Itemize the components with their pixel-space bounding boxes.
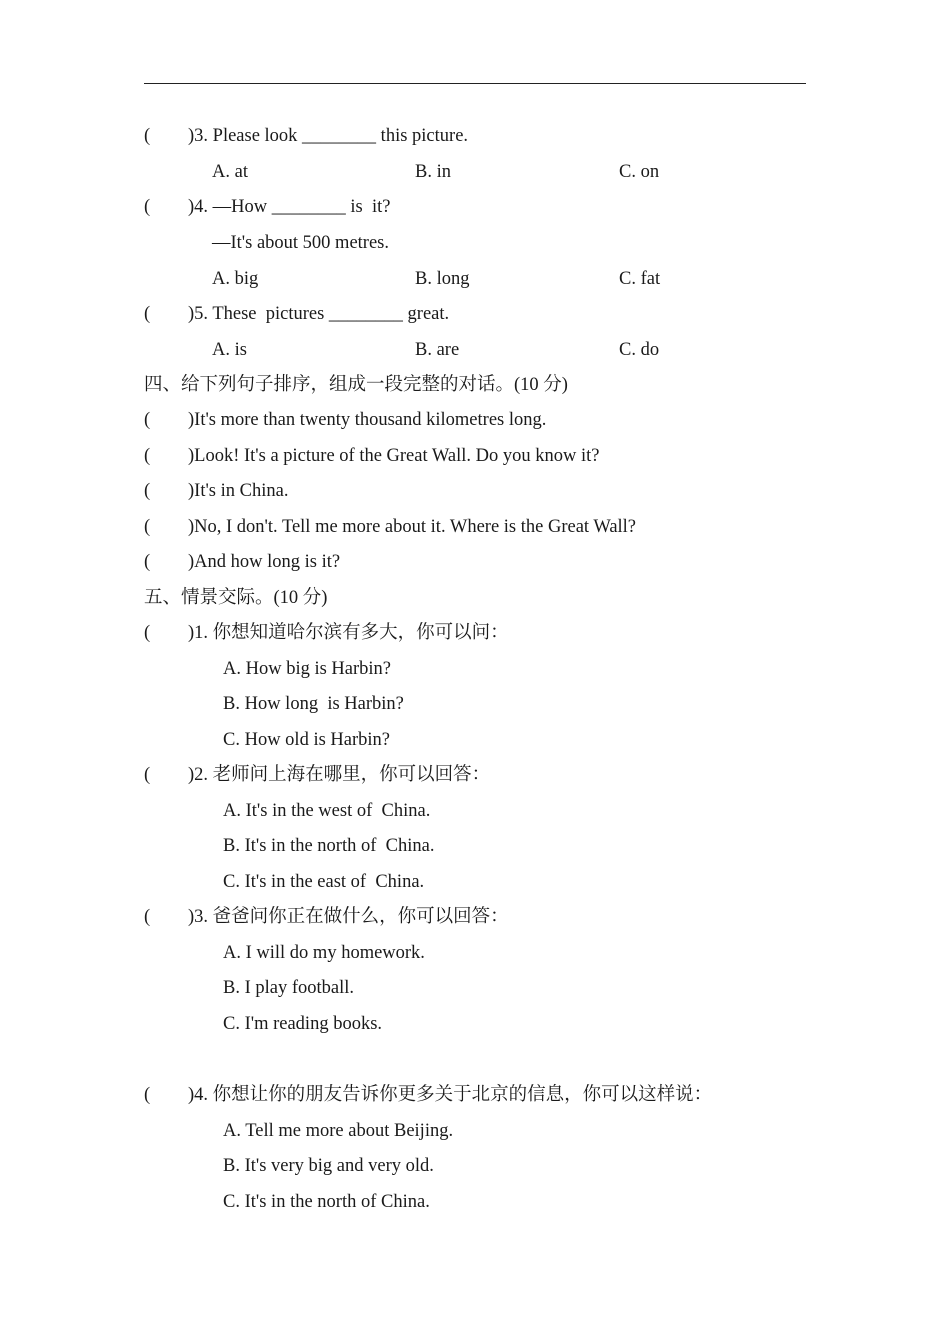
option-c: C. It's in the east of China. xyxy=(223,872,425,892)
question-text: )3. Please look ________ this picture. xyxy=(188,126,469,146)
option-b: B. How long is Harbin? xyxy=(223,694,404,714)
header-rule xyxy=(144,83,806,84)
question-4 xyxy=(144,194,391,220)
question-text: )4. —How ________ is it? xyxy=(188,197,391,217)
situation-question-3 xyxy=(144,904,509,930)
answer-paren[interactable]: ( xyxy=(144,623,151,643)
option-a: A. I will do my homework. xyxy=(223,943,425,963)
option-a: A. at xyxy=(212,162,248,182)
option-b: B. I play football. xyxy=(223,978,355,998)
ordering-sentence xyxy=(144,549,341,575)
sentence-text: )And how long is it? xyxy=(188,552,341,572)
answer-paren[interactable]: ( xyxy=(144,197,151,217)
option-b: B. It's very big and very old. xyxy=(223,1156,434,1176)
option-a: A. Tell me more about Beijing. xyxy=(223,1121,454,1141)
sentence-text: )No, I don't. Tell me more about it. Where is the Great Wall? xyxy=(188,517,637,537)
option-b: B. in xyxy=(415,162,451,182)
sentence-text: )Look! It's a picture of the Great Wall. Do you know it? xyxy=(188,446,600,466)
question-text: )5. These pictures ________ great. xyxy=(188,304,450,324)
option-a: A. big xyxy=(212,269,259,289)
dialogue-answer: —It's about 500 metres. xyxy=(212,233,389,253)
answer-paren[interactable]: ( xyxy=(144,1085,151,1105)
sentence-text: )It's in China. xyxy=(188,481,289,501)
option-b: B. It's in the north of China. xyxy=(223,836,435,856)
option-b: B. long xyxy=(415,269,470,289)
section-heading-5: 五、情景交际。(10 分) xyxy=(144,588,328,608)
option-a: A. It's in the west of China. xyxy=(223,801,431,821)
option-c: C. fat xyxy=(619,269,661,289)
ordering-sentence xyxy=(144,478,289,504)
option-c: C. on xyxy=(619,162,660,182)
answer-paren[interactable]: ( xyxy=(144,517,151,537)
option-c: C. How old is Harbin? xyxy=(223,730,390,750)
answer-paren[interactable]: ( xyxy=(144,552,151,572)
situation-question-4 xyxy=(144,1082,713,1108)
answer-paren[interactable]: ( xyxy=(144,446,151,466)
option-c: C. I'm reading books. xyxy=(223,1014,383,1034)
situation-question-1 xyxy=(144,620,509,646)
question-text: )3. 爸爸问你正在做什么，你可以回答： xyxy=(188,907,509,927)
answer-paren[interactable]: ( xyxy=(144,126,151,146)
situation-question-2 xyxy=(144,762,491,788)
option-b: B. are xyxy=(415,340,460,360)
ordering-sentence xyxy=(144,407,547,433)
ordering-sentence xyxy=(144,514,637,540)
question-text: )4. 你想让你的朋友告诉你更多关于北京的信息，你可以这样说： xyxy=(188,1085,713,1105)
option-c: C. It's in the north of China. xyxy=(223,1192,430,1212)
option-a: A. is xyxy=(212,340,247,360)
answer-paren[interactable]: ( xyxy=(144,907,151,927)
ordering-sentence xyxy=(144,443,600,469)
option-c: C. do xyxy=(619,340,660,360)
question-3 xyxy=(144,123,469,149)
answer-paren[interactable]: ( xyxy=(144,410,151,430)
question-text: )2. 老师问上海在哪里，你可以回答： xyxy=(188,765,491,785)
section-heading-4: 四、给下列句子排序，组成一段完整的对话。(10 分) xyxy=(144,375,568,395)
sentence-text: )It's more than twenty thousand kilometres long. xyxy=(188,410,547,430)
answer-paren[interactable]: ( xyxy=(144,304,151,324)
answer-paren[interactable]: ( xyxy=(144,765,151,785)
option-a: A. How big is Harbin? xyxy=(223,659,392,679)
question-text: )1. 你想知道哈尔滨有多大，你可以问： xyxy=(188,623,509,643)
answer-paren[interactable]: ( xyxy=(144,481,151,501)
question-5 xyxy=(144,301,450,327)
